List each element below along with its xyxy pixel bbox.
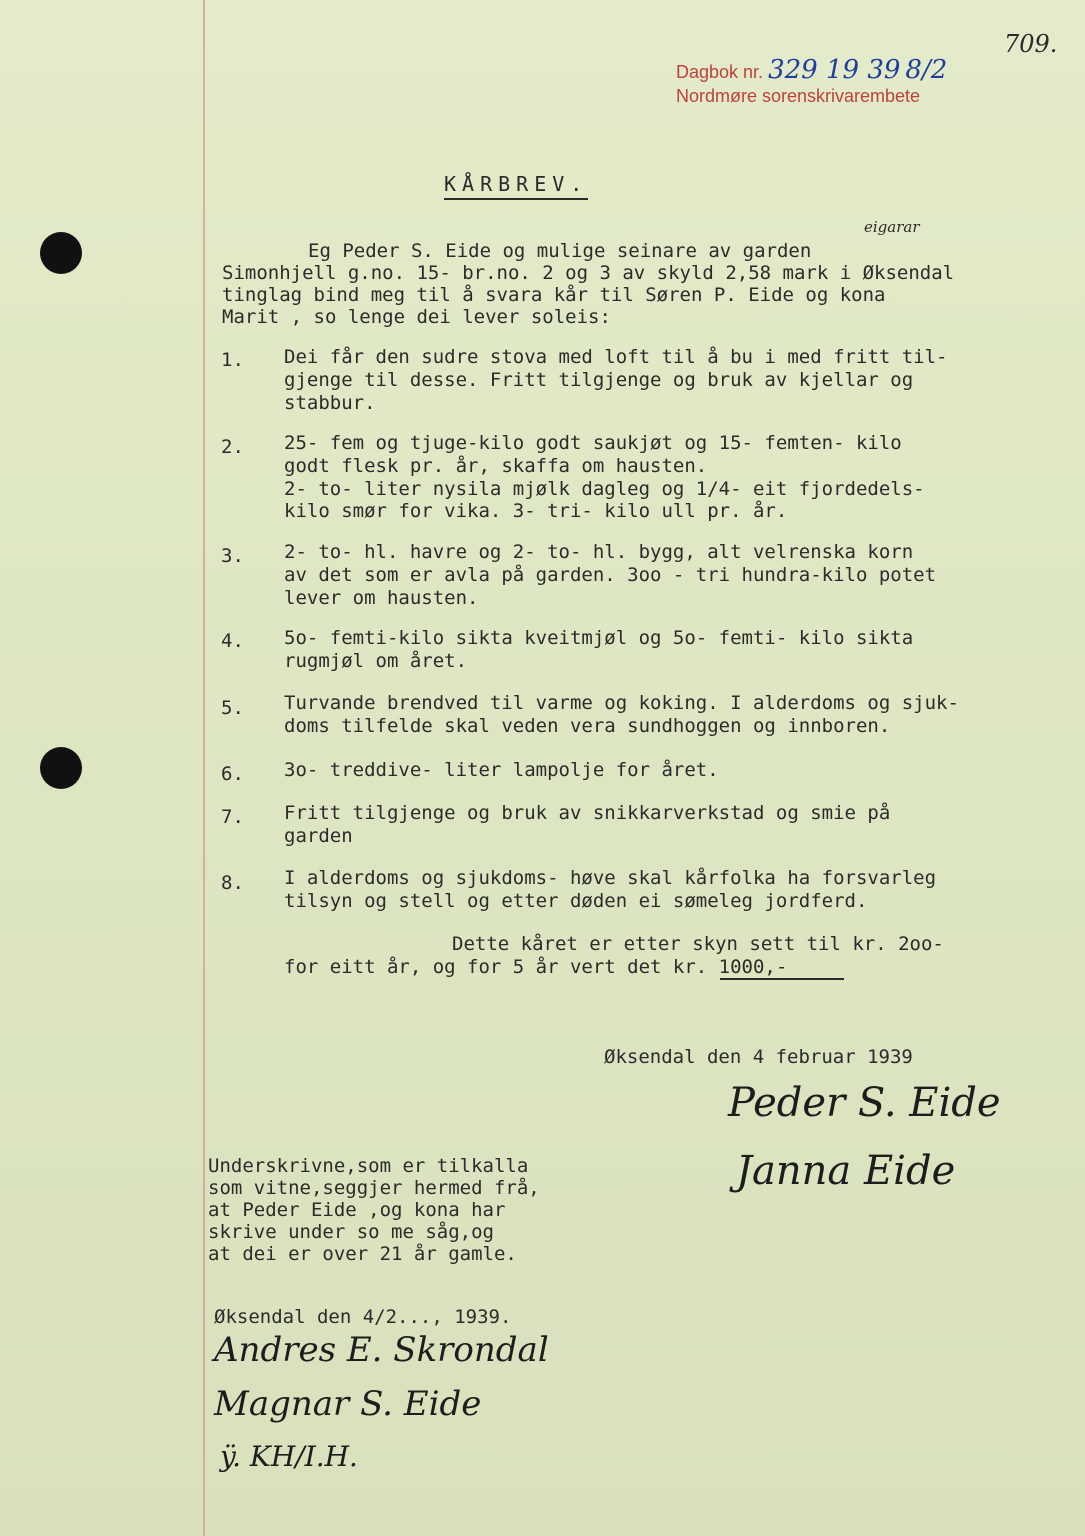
witness-line: skrive under so me såg,og xyxy=(208,1221,494,1243)
valuation-underline xyxy=(720,978,844,980)
item-line: lever om hausten. xyxy=(284,587,479,609)
item-line: garden xyxy=(284,825,353,847)
registry-stamp xyxy=(676,55,948,108)
item-line: kilo smør for vika. 3- tri- kilo ull pr. år. xyxy=(284,500,788,522)
witness-line: Underskrivne,som er tilkalla xyxy=(208,1155,529,1177)
clerk-initials: ÿ. KH/I.H. xyxy=(220,1440,358,1473)
item-line: stabbur. xyxy=(284,392,376,414)
stamp-handwritten-date: 8/2 xyxy=(905,55,948,85)
margin-rule xyxy=(203,0,205,1536)
item-line: rugmjøl om året. xyxy=(284,650,468,672)
witness-line: at dei er over 21 år gamle. xyxy=(208,1243,517,1265)
item-line: Fritt tilgjenge og bruk av snikkarverkstad og smie på xyxy=(284,802,891,824)
signature-janna: Janna Eide xyxy=(736,1148,956,1194)
intro-line: Simonhjell g.no. 15- br.no. 2 og 3 av skyld 2,58 mark i Øksendal xyxy=(222,262,955,284)
punch-hole-top xyxy=(40,232,82,274)
valuation-line: Dette kåret er etter skyn sett til kr. 2oo- xyxy=(452,933,944,955)
intro-line: Marit , so lenge dei lever soleis: xyxy=(222,306,611,328)
document-title: KÅRBREV. xyxy=(444,172,588,200)
item-line: 2- to- liter nysila mjølk dagleg og 1/4- eit fjordedels- xyxy=(284,478,925,500)
intro-line: tinglag bind meg til å svara kår til Søren P. Eide og kona xyxy=(222,284,886,306)
item-line: tilsyn og stell og etter døden ei sømeleg jordferd. xyxy=(284,890,868,912)
page-number: 709. xyxy=(1004,30,1058,58)
item-line: godt flesk pr. år, skaffa om hausten. xyxy=(284,455,708,477)
witness-signature-1: Andres E. Skrondal xyxy=(214,1330,549,1370)
item-line: 2- to- hl. havre og 2- to- hl. bygg, alt velrenska korn xyxy=(284,541,914,563)
item-number: 5. xyxy=(221,697,244,719)
place-date: Øksendal den 4 februar 1939 xyxy=(604,1046,913,1068)
item-number: 4. xyxy=(221,630,244,652)
item-number: 2. xyxy=(221,436,244,458)
item-number: 6. xyxy=(221,763,244,785)
signature-peder: Peder S. Eide xyxy=(728,1080,1001,1126)
item-number: 3. xyxy=(221,545,244,567)
item-line: 25- fem og tjuge-kilo godt saukjøt og 15- femten- kilo xyxy=(284,432,902,454)
item-number: 1. xyxy=(221,349,244,371)
item-line: av det som er avla på garden. 3oo - tri hundra-kilo potet xyxy=(284,564,937,586)
item-line: 5o- femti-kilo sikta kveitmjøl og 5o- femti- kilo sikta xyxy=(284,627,914,649)
item-line: I alderdoms og sjukdoms- høve skal kårfolka ha forsvarleg xyxy=(284,867,937,889)
item-line: gjenge til desse. Fritt tilgjenge og bruk av kjellar og xyxy=(284,369,914,391)
stamp-office: Nordmøre sorenskrivarembete xyxy=(676,86,921,106)
witness-line: som vitne,seggjer hermed frå, xyxy=(208,1177,540,1199)
witness-place-date: Øksendal den 4/2..., 1939. xyxy=(214,1306,512,1328)
handwritten-insertion: eigarar xyxy=(864,218,920,236)
item-line: Turvande brendved til varme og koking. I alderdoms og sjuk- xyxy=(284,692,959,714)
stamp-handwritten-number: 329 19 39 xyxy=(768,55,901,85)
item-line: Dei får den sudre stova med loft til å bu i med fritt til- xyxy=(284,346,948,368)
stamp-prefix: Dagbok nr. xyxy=(676,62,764,82)
item-line: 3o- treddive- liter lampolje for året. xyxy=(284,759,719,781)
valuation-line: for eitt år, og for 5 år vert det kr. 1000,- xyxy=(284,956,788,978)
item-number: 7. xyxy=(221,806,244,828)
witness-line: at Peder Eide ,og kona har xyxy=(208,1199,506,1221)
intro-line: Eg Peder S. Eide og mulige seinare av garden xyxy=(308,240,812,262)
item-line: doms tilfelde skal veden vera sundhoggen og innboren. xyxy=(284,715,891,737)
item-number: 8. xyxy=(221,872,244,894)
punch-hole-bottom xyxy=(40,747,82,789)
witness-signature-2: Magnar S. Eide xyxy=(214,1384,482,1424)
